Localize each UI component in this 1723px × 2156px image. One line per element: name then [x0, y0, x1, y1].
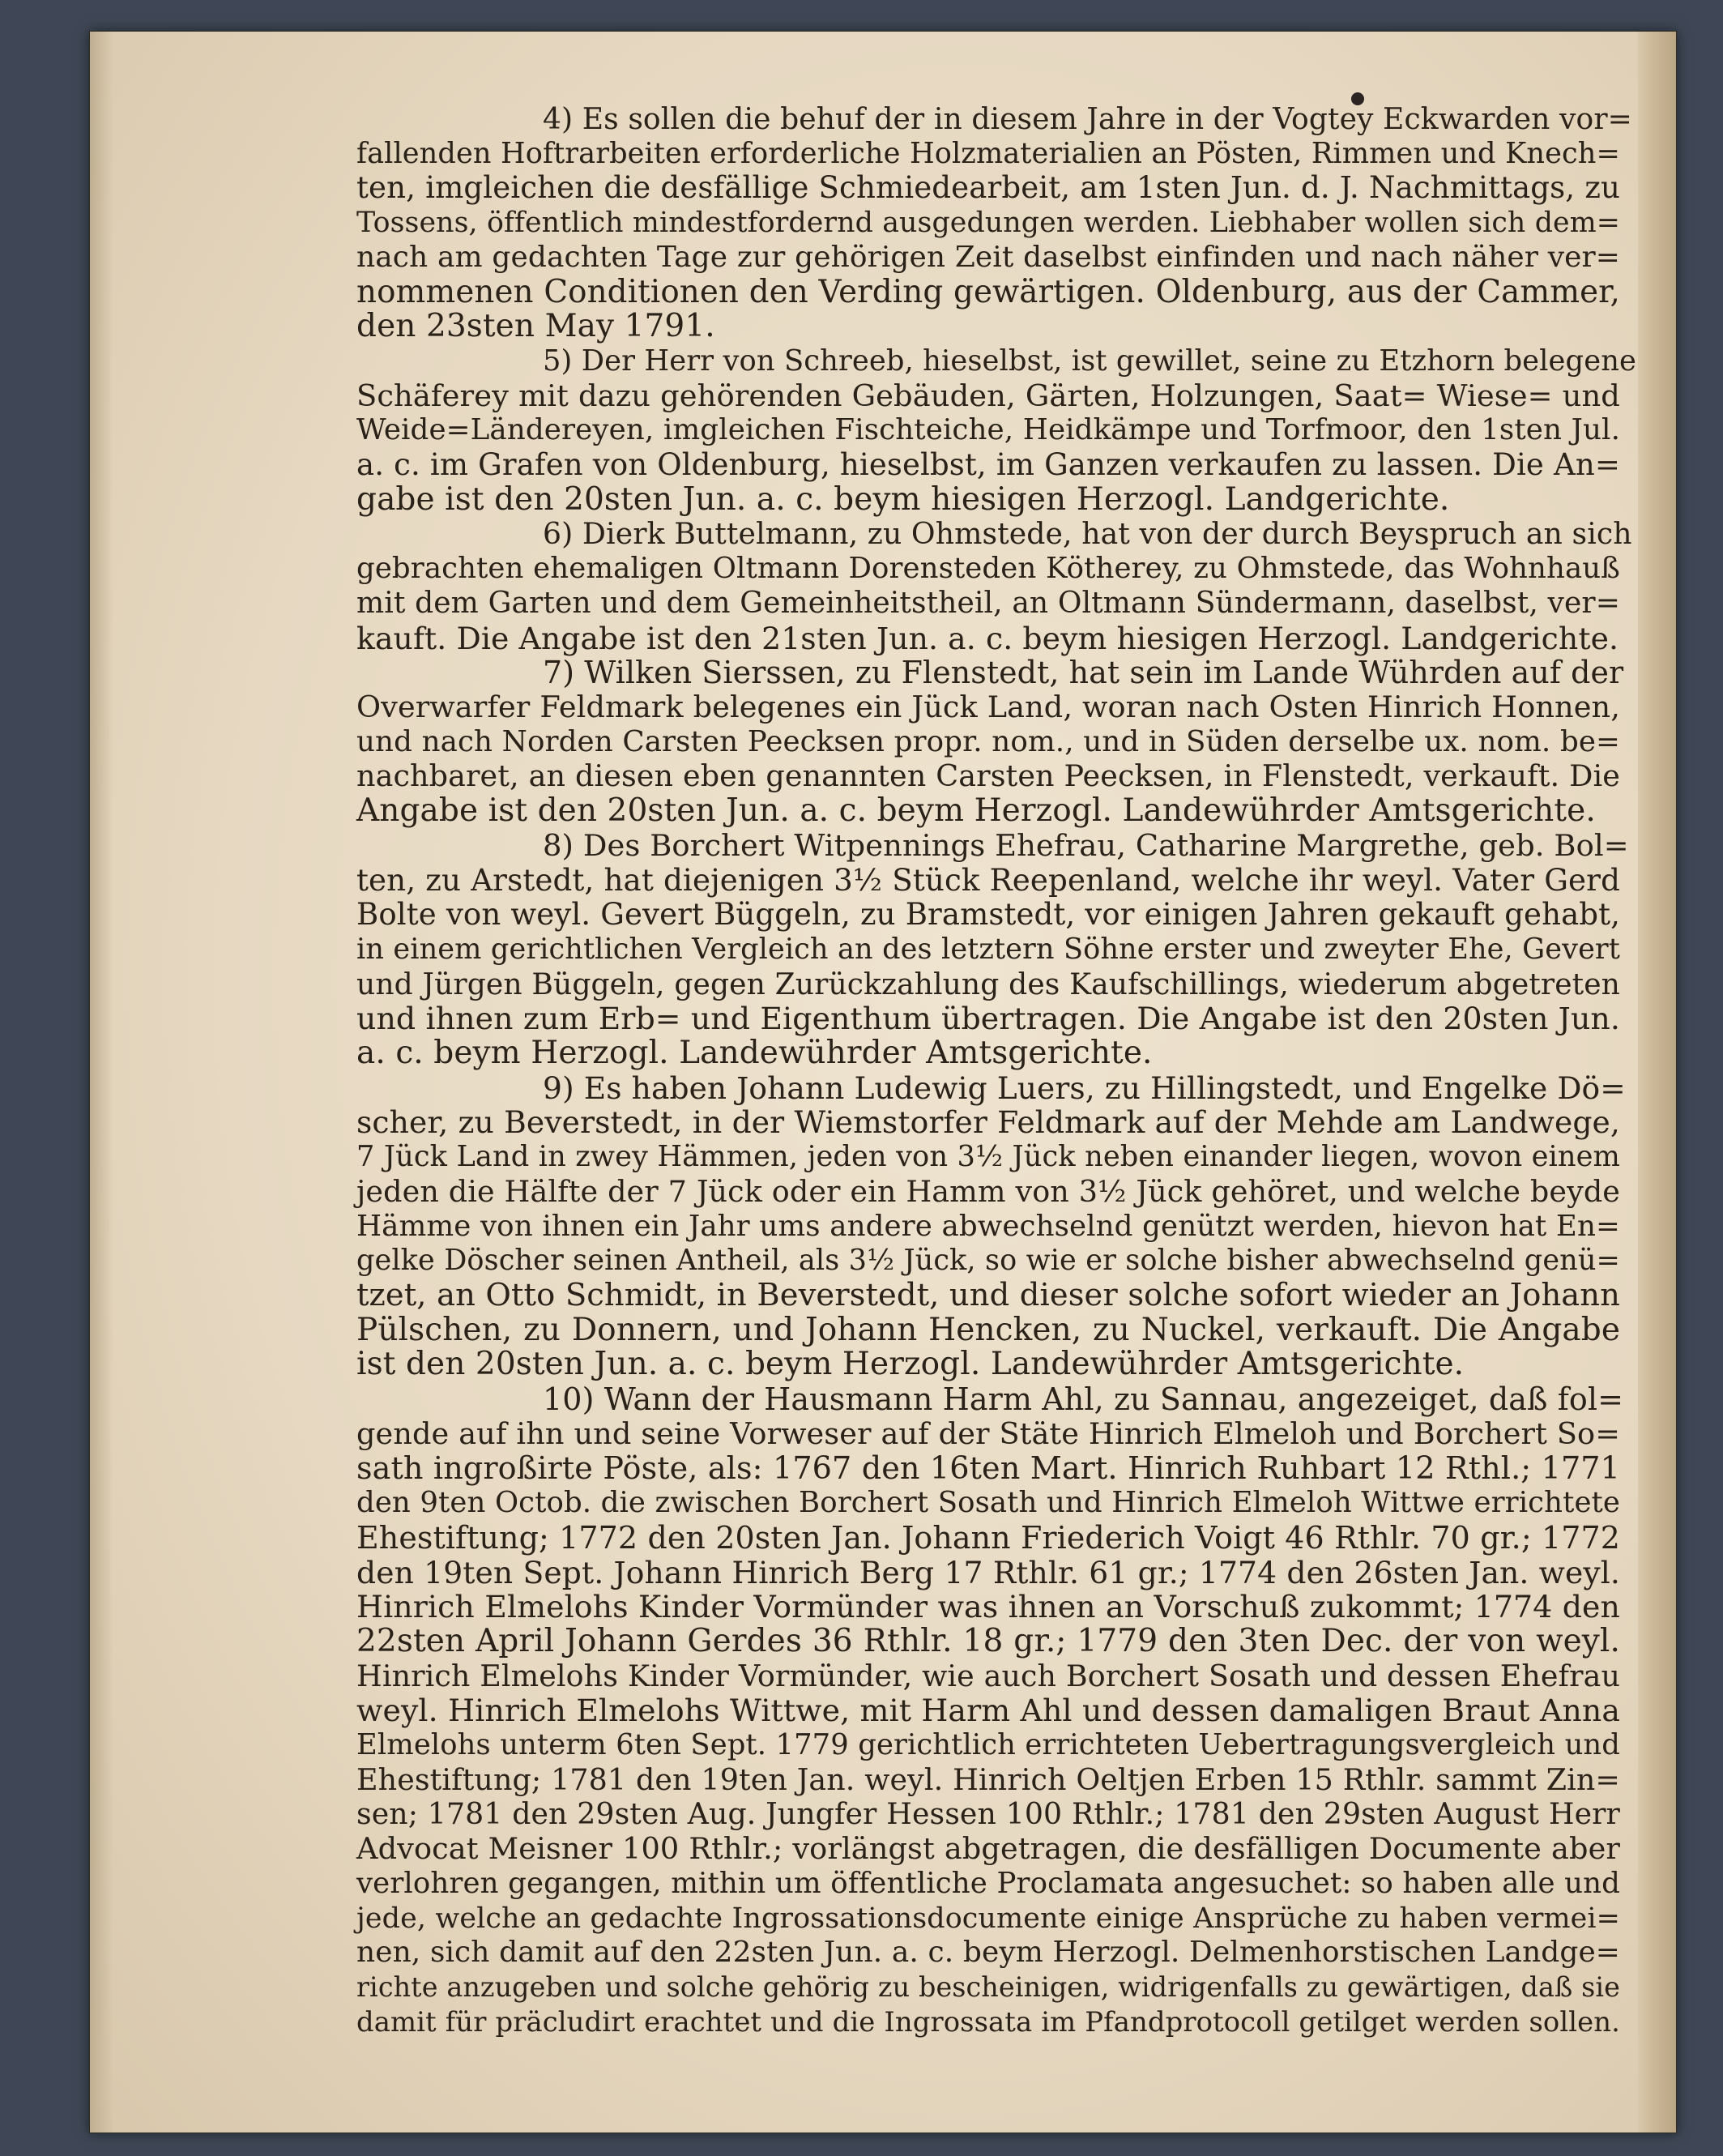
- text-line: ten, imgleichen die desfällige Schmiedearbeit, am 1sten Jun. d. J. Nachmittags, zu: [356, 170, 1620, 206]
- text-line: Angabe ist den 20sten Jun. a. c. beym Herzogl. Landewührder Amtsgerichte.: [356, 792, 1596, 830]
- notice-entry-4: [356, 102, 1632, 345]
- text-line: Hinrich Elmelohs Kinder Vormünder was ihnen an Vorschuß zukommt; 1774 den: [356, 1589, 1620, 1625]
- text-line: Bolte von weyl. Gevert Büggeln, zu Bramstedt, vor einigen Jahren gekauft gehabt,: [356, 897, 1620, 933]
- page-edge: [1638, 31, 1677, 2133]
- text-line: und ihnen zum Erb= und Eigenthum übertragen. Die Angabe ist den 20sten Jun.: [356, 1001, 1620, 1037]
- text-line: Weide=Ländereyen, imgleichen Fischteiche, Heidkämpe und Torfmoor, den 1sten Jul.: [356, 413, 1620, 447]
- text-line: 7 Jück Land in zwey Hämmen, jeden von 3½ Jück neben einander liegen, wovon einem: [356, 1140, 1620, 1174]
- text-line: 7) Wilken Sierssen, zu Flenstedt, hat sein im Lande Wührden auf der: [543, 655, 1624, 691]
- text-line: und Jürgen Büggeln, gegen Zurückzahlung des Kaufschillings, wiederum abgetreten: [356, 967, 1620, 1001]
- text-line: Schäferey mit dazu gehörenden Gebäuden, Gärten, Holzungen, Saat= Wiese= und: [356, 378, 1620, 413]
- text-line: 4) Es sollen die behuf der in diesem Jahre in der Vogtey Eckwarden vor=: [543, 102, 1632, 136]
- text-line: a. c. im Grafen von Oldenburg, hieselbst, im Ganzen verkaufen zu lassen. Die An=: [356, 447, 1620, 483]
- text-line: gelke Döscher seinen Antheil, als 3½ Jück, so wie er solche bisher abwechselnd genü=: [356, 1244, 1620, 1278]
- text-line: nachbaret, an diesen eben genannten Carsten Peecksen, in Flenstedt, verkauft. Die: [356, 758, 1620, 794]
- text-line: gende auf ihn und seine Vorweser auf der Stäte Hinrich Elmeloh und Borchert So=: [356, 1415, 1620, 1451]
- text-line: sath ingroßirte Pöste, als: 1767 den 16ten Mart. Hinrich Ruhbart 12 Rthl.; 1771: [356, 1450, 1620, 1487]
- text-line: 6) Dierk Buttelmann, zu Ohmstede, hat von der durch Beyspruch an sich: [543, 516, 1632, 552]
- text-line: 8) Des Borchert Witpennings Ehefrau, Catharine Margrethe, geb. Bol=: [543, 827, 1629, 863]
- text-line: fallenden Hoftrarbeiten erforderliche Holzmaterialien an Pösten, Rimmen und Knech=: [356, 136, 1620, 170]
- notice-entry-7: [356, 655, 1624, 830]
- text-line: gebrachten ehemaligen Oltmann Dorensteden Kötherey, zu Ohmstede, das Wohnhauß: [356, 552, 1620, 586]
- text-line: kauft. Die Angabe ist den 21sten Jun. a. c. beym hiesigen Herzogl. Landgerichte.: [356, 620, 1619, 656]
- text-line: 10) Wann der Hausmann Harm Ahl, zu Sannau, angezeiget, daß fol=: [543, 1381, 1624, 1418]
- text-line: sen; 1781 den 29sten Aug. Jungfer Hessen 100 Rthlr.; 1781 den 29sten August Herr: [356, 1796, 1620, 1832]
- document-page: [89, 31, 1677, 2133]
- text-line: 22sten April Johann Gerdes 36 Rthlr. 18 gr.; 1779 den 3ten Dec. der von weyl.: [356, 1622, 1620, 1659]
- text-line: und nach Norden Carsten Peecksen propr. nom., und in Süden derselbe ux. nom. be=: [356, 724, 1620, 758]
- text-line: 9) Es haben Johann Ludewig Luers, zu Hillingstedt, und Engelke Dö=: [543, 1069, 1626, 1106]
- text-line: in einem gerichtlichen Vergleich an des letztern Söhne erster und zweyter Ehe, Gevert: [356, 932, 1620, 966]
- text-line: gabe ist den 20sten Jun. a. c. beym hiesigen Herzogl. Landgerichte.: [356, 480, 1450, 518]
- text-line: nommenen Conditionen den Verding gewärtigen. Oldenburg, aus der Cammer,: [356, 273, 1620, 310]
- text-line: den 9ten Octob. die zwischen Borchert Sosath und Hinrich Elmeloh Wittwe errichtete: [356, 1486, 1620, 1520]
- text-line: richte anzugeben und solche gehörig zu bescheinigen, widrigenfalls zu gewärtigen, daß sie: [356, 1970, 1620, 2003]
- text-line: Hinrich Elmelohs Kinder Vormünder, wie auch Borchert Sosath und dessen Ehefrau: [356, 1658, 1620, 1693]
- text-line: nach am gedachten Tage zur gehörigen Zeit daselbst einfinden und nach näher ver=: [356, 240, 1620, 274]
- notice-entry-6: [356, 516, 1632, 656]
- text-line: 5) Der Herr von Schreeb, hieselbst, ist gewillet, seine zu Etzhorn belegene: [543, 344, 1636, 378]
- text-line: a. c. beym Herzogl. Landewührder Amtsgerichte.: [356, 1034, 1153, 1071]
- text-line: Ehestiftung; 1781 den 19ten Jan. weyl. Hinrich Oeltjen Erben 15 Rthlr. sammt Zin=: [356, 1761, 1620, 1797]
- text-line: Hämme von ihnen ein Jahr ums andere abwechselnd genützt werden, hievon hat En=: [356, 1209, 1620, 1243]
- text-line: mit dem Garten und dem Gemeinheitstheil, an Oltmann Sündermann, daselbst, ver=: [356, 586, 1620, 620]
- text-line: ten, zu Arstedt, hat diejenigen 3½ Stück Reepenland, welche ihr weyl. Vater Gerd: [356, 862, 1620, 899]
- text-line: weyl. Hinrich Elmelohs Wittwe, mit Harm Ahl und dessen damaligen Braut Anna: [356, 1693, 1620, 1729]
- text-line: Pülschen, zu Donnern, und Johann Hencken, zu Nuckel, verkauft. Die Angabe: [356, 1311, 1620, 1348]
- text-line: jeden die Hälfte der 7 Jück oder ein Hamm von 3½ Jück gehöret, und welche beyde: [356, 1173, 1620, 1209]
- text-line: Tossens, öffentlich mindestfordernd ausgedungen werden. Liebhaber wollen sich dem=: [356, 207, 1620, 240]
- notice-entry-9: [356, 1069, 1626, 1383]
- notice-entry-8: [356, 827, 1629, 1071]
- text-line: Ehestiftung; 1772 den 20sten Jan. Johann Friederich Voigt 46 Rthlr. 70 gr.; 1772: [356, 1519, 1620, 1556]
- notice-entry-10: [356, 1381, 1624, 2039]
- text-line: den 23sten May 1791.: [356, 308, 715, 345]
- text-line: jede, welche an gedachte Ingrossationsdocumente einige Ansprüche zu haben vermei=: [356, 1902, 1620, 1935]
- text-line: den 19ten Sept. Johann Hinrich Berg 17 Rthlr. 61 gr.; 1774 den 26sten Jan. weyl.: [356, 1554, 1620, 1590]
- text-line: ist den 20sten Jun. a. c. beym Herzogl. Landewührder Amtsgerichte.: [356, 1346, 1465, 1383]
- notice-entry-5: [356, 344, 1636, 518]
- page-gutter-shadow: [89, 31, 113, 2133]
- text-line: Advocat Meisner 100 Rthlr.; vorlängst abgetragen, die desfälligen Documente aber: [356, 1831, 1620, 1867]
- notice-text-block: [356, 102, 1636, 2039]
- text-line: verlohren gegangen, mithin um öffentliche Proclamata angesuchet: so haben alle und: [356, 1866, 1620, 1900]
- text-line: damit für präcludirt erachtet und die Ingrossata im Pfandprotocoll getilget werden sollen.: [356, 2005, 1620, 2038]
- text-line: tzet, an Otto Schmidt, in Beverstedt, und dieser solche sofort wieder an Johann: [356, 1276, 1620, 1313]
- text-line: Overwarfer Feldmark belegenes ein Jück Land, woran nach Osten Hinrich Honnen,: [356, 689, 1620, 724]
- text-line: nen, sich damit auf den 22sten Jun. a. c. beym Herzogl. Delmenhorstischen Landge=: [356, 1936, 1620, 1970]
- text-line: scher, zu Beverstedt, in der Wiemstorfer Feldmark auf der Mehde am Landwege,: [356, 1104, 1620, 1141]
- text-line: Elmelohs unterm 6ten Sept. 1779 gerichtlich errichteten Uebertragungsvergleich und: [356, 1728, 1620, 1762]
